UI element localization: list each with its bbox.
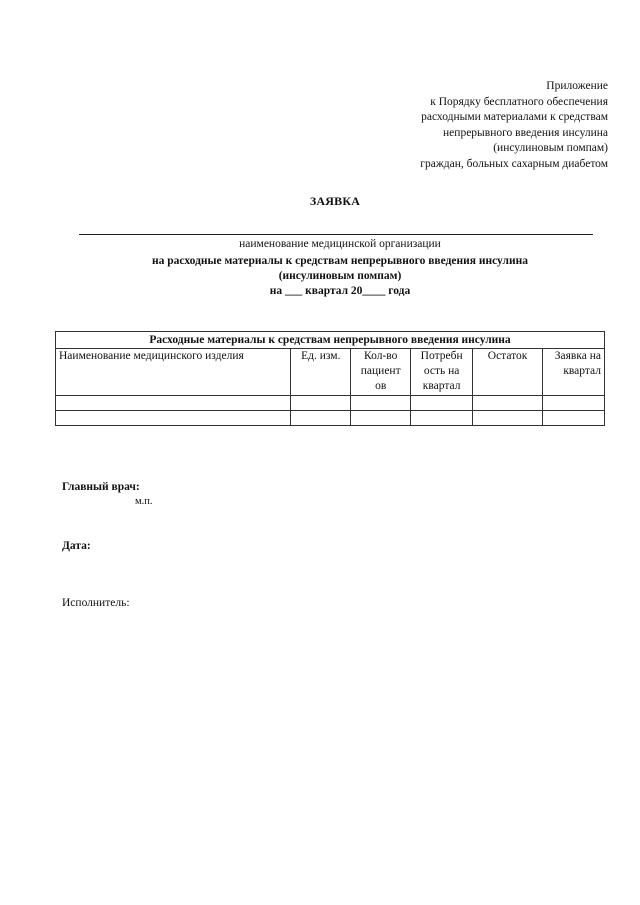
- date-label: Дата:: [62, 540, 91, 552]
- column-header-demand: Потребн ость на квартал: [411, 349, 473, 396]
- column-header-balance: Остаток: [473, 349, 543, 396]
- table-cell[interactable]: [291, 396, 351, 411]
- table-cell[interactable]: [351, 411, 411, 426]
- table-cell[interactable]: [411, 411, 473, 426]
- appendix-header: [308, 79, 608, 172]
- column-header-patients: Кол-во пациент ов: [351, 349, 411, 396]
- column-header-item-name: Наименование медицинского изделия: [56, 349, 291, 396]
- column-header-request: Заявка на квартал: [543, 349, 605, 396]
- column-header-unit: Ед. изм.: [291, 349, 351, 396]
- request-table: [55, 331, 605, 426]
- appendix-line: (инсулиновым помпам): [493, 142, 608, 154]
- appendix-line: Приложение: [546, 80, 608, 92]
- executor-label: Исполнитель:: [62, 597, 130, 609]
- appendix-line: к Порядку бесплатного обеспечения: [430, 95, 608, 108]
- organization-name-line: [79, 234, 593, 235]
- table-cell[interactable]: [56, 396, 291, 411]
- subtitle-line-1: на расходные материалы к средствам непрерывного введения инсулина: [152, 255, 528, 267]
- subtitle-line-3: на ___ квартал 20____ года: [269, 285, 411, 297]
- table-cell[interactable]: [351, 396, 411, 411]
- table-cell[interactable]: [56, 411, 291, 426]
- table-cell[interactable]: [411, 396, 473, 411]
- table-cell[interactable]: [543, 411, 605, 426]
- stamp-label: м.п.: [135, 496, 153, 507]
- request-subtitle: [0, 254, 640, 299]
- appendix-line: граждан, больных сахарным диабетом: [420, 157, 608, 170]
- appendix-line: расходными материалами к средствам: [421, 111, 608, 123]
- organization-caption: наименование медицинской организации: [239, 238, 441, 250]
- table-cell[interactable]: [473, 396, 543, 411]
- document-title: ЗАЯВКА: [309, 194, 361, 208]
- chief-doctor-label: Главный врач:: [62, 481, 140, 493]
- table-caption: Расходные материалы к средствам непрерывного введения инсулина: [56, 332, 605, 349]
- appendix-line: непрерывного введения инсулина: [443, 126, 608, 139]
- table-row: [56, 396, 605, 411]
- table-row: [56, 411, 605, 426]
- table-cell[interactable]: [473, 411, 543, 426]
- table-cell[interactable]: [291, 411, 351, 426]
- table-cell[interactable]: [543, 396, 605, 411]
- subtitle-line-2: (инсулиновым помпам): [278, 270, 402, 282]
